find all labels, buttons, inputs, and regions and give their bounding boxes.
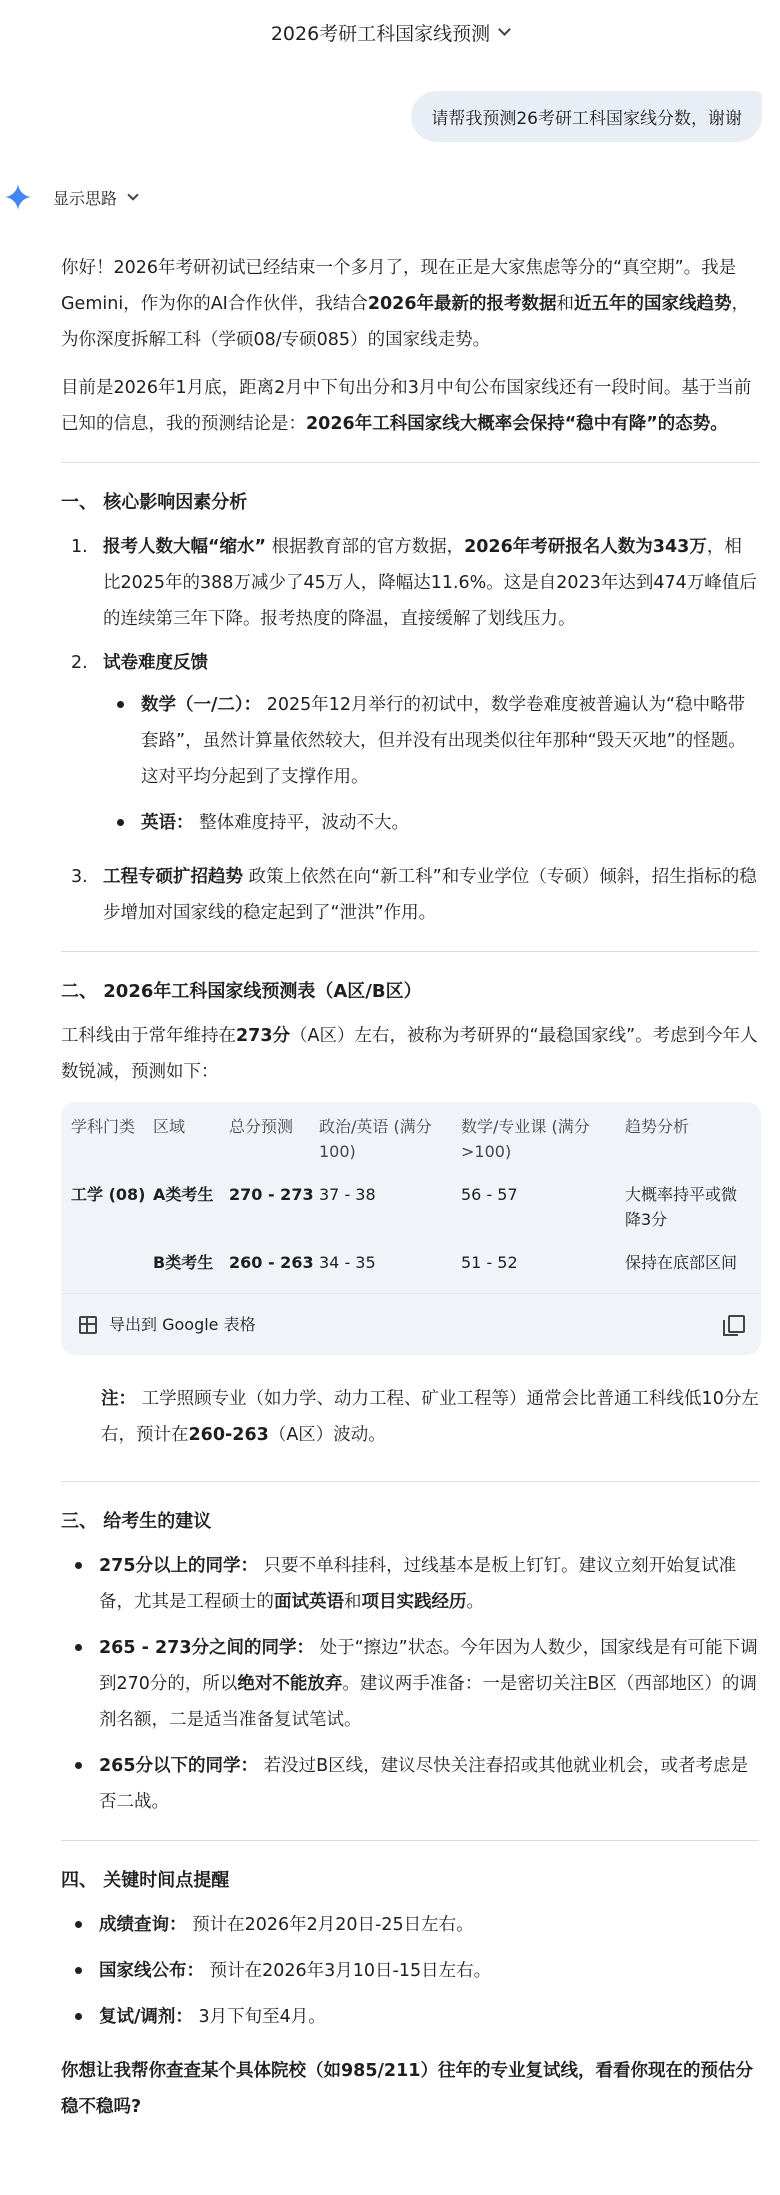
table-cell: 工学 (08) [71, 1185, 146, 1204]
list-number: 1. [71, 537, 88, 557]
bullet-item [61, 1999, 759, 2035]
text: 若没过B区线，建议尽快关注春招或其他就业机会，或者考虑是否二战。 [99, 1756, 749, 1812]
table-header-row [71, 1110, 751, 1176]
column-header: 总分预测 [229, 1117, 294, 1136]
divider [61, 1481, 759, 1482]
text: 。建议两手准备：一是密切关注B区（西部地区）的调剂名额，二是适当准备复试笔试。 [99, 1674, 757, 1730]
column-header: 学科门类 [71, 1117, 136, 1136]
text: 你好！2026年考研初试已经结束一个多月了，现在正是大家焦虑等分的“真空期”。我是Gemini，作为你的AI合作伙伴，我结合 [61, 258, 737, 314]
text: 工科线由于常年维持在 [61, 1026, 236, 1046]
table-intro [61, 1018, 759, 1090]
bullet-dot [61, 1630, 99, 1738]
section-heading: 二、 2026年工科国家线预测表（A区/B区） [61, 981, 422, 1002]
bullet-dot [103, 687, 141, 795]
text: 。 [466, 1592, 484, 1612]
bold-text: 近五年的国家线趋势 [574, 294, 732, 314]
table-cell [71, 1244, 153, 1287]
conversation-title-bar[interactable] [0, 0, 780, 64]
section-heading: 一、 核心影响因素分析 [61, 492, 248, 513]
table-cell: B类考生 [153, 1253, 214, 1272]
text: （A区）波动。 [268, 1425, 386, 1445]
bullet-label: 265 - 273分之间的同学： [99, 1638, 315, 1658]
table-cell: 保持在底部区间 [625, 1253, 738, 1272]
bullet-item [61, 1548, 759, 1620]
copy-icon[interactable] [723, 1315, 743, 1335]
gemini-sparkle-icon [5, 184, 31, 210]
text: ，相比2025年的388万减少了45万人，降幅达11.6%。这是自2023年达到474万峰值后的连续第三年下降。报考热度的降温，直接缓解了划线压力。 [103, 537, 757, 629]
item-title: 试卷难度反馈 [103, 653, 208, 673]
prediction-table-card [61, 1102, 761, 1355]
text: 预计在2026年2月20日-25日左右。 [186, 1915, 474, 1935]
chevron-down-icon[interactable] [498, 23, 511, 36]
bullet-label: 复试/调剂： [99, 2007, 193, 2027]
conversation-title: 2026考研工科国家线预测 [270, 22, 491, 45]
bold-text: 2026年最新的报考数据 [367, 294, 557, 314]
text: 2025年12月举行的初试中，数学卷难度被普遍认为“稳中略带套路”，虽然计算量依然较大，但并没有出现类似往年那种“毁天灭地”的怪题。这对平均分起到了支撑作用。 [141, 695, 746, 787]
text: 工学照顾专业（如力学、动力工程、矿业工程等）通常会比普通工科线低10分左右，预计在 [101, 1389, 759, 1445]
export-label: 导出到 Google 表格 [109, 1314, 256, 1334]
note-label: 注： [101, 1389, 136, 1409]
table-cell: 大概率持平或微降3分 [625, 1185, 738, 1229]
assistant-response [61, 250, 759, 2125]
text: 只要不单科挂科，过线基本是板上钉钉。建议立刻开始复试准备，尤其是工程硕士的 [99, 1556, 737, 1612]
user-message-bubble [411, 91, 762, 142]
text: 政策上依然在向“新工科”和专业学位（专硕）倾斜，招生指标的稳步增加对国家线的稳定起到了“泄洪”作用。 [103, 867, 757, 923]
bullet-item [61, 1907, 759, 1943]
column-header: 区域 [153, 1117, 186, 1136]
bullet-item [61, 1953, 759, 1989]
show-thoughts-toggle[interactable] [53, 186, 137, 209]
table-cell: A类考生 [153, 1185, 214, 1204]
item-title: 报考人数大幅“缩水” [103, 537, 267, 557]
bullet-dot [61, 1907, 99, 1943]
divider [61, 951, 759, 952]
table-actions [61, 1293, 761, 1355]
table-row [71, 1176, 751, 1244]
list-number: 2. [71, 653, 88, 673]
bullet-item [61, 1630, 759, 1738]
list-number: 3. [71, 867, 88, 887]
bullet-item [61, 1748, 759, 1820]
bullet-label: 数学（一/二）： [141, 695, 262, 715]
bullet-dot [61, 1748, 99, 1820]
divider [61, 1840, 759, 1841]
table-icon [79, 1316, 97, 1334]
text: 预计在2026年3月10日-15日左右。 [204, 1961, 492, 1981]
text: 和 [344, 1592, 362, 1612]
bullet-dot [61, 1548, 99, 1620]
show-thoughts-label: 显示思路 [53, 189, 118, 208]
text: 处于“擦边”状态。今年因为人数少，国家线是有可能下调到270分的，所以 [99, 1638, 758, 1694]
list-item [71, 529, 759, 637]
table-cell: 37 - 38 [319, 1185, 376, 1204]
text: 3月下旬至4月。 [192, 2007, 326, 2027]
bold-text: 面试英语 [274, 1592, 344, 1612]
text: 整体难度持平，波动不大。 [193, 813, 410, 833]
bullet-dot [103, 805, 141, 841]
user-message-text: 请帮我预测26考研工科国家线分数，谢谢 [431, 109, 742, 129]
text: ，为你深度拆解工科（学硕08/专硕085）的国家线走势。 [61, 294, 750, 350]
bold-text: 项目实践经历 [361, 1592, 467, 1612]
bullet-dot [61, 1999, 99, 2035]
bullet-label: 英语： [141, 813, 194, 833]
list-item [71, 645, 759, 851]
table-note [61, 1355, 759, 1461]
table-cell: 34 - 35 [319, 1253, 376, 1272]
item-title: 工程专硕扩招趋势 [103, 867, 243, 887]
chevron-down-icon [127, 189, 138, 200]
bullet-dot [61, 1953, 99, 1989]
table-row [71, 1244, 751, 1287]
text: 和 [556, 294, 575, 314]
table-cell: 260 - 263 [229, 1253, 314, 1272]
section-heading: 三、 给考生的建议 [61, 1511, 212, 1532]
section-heading: 四、 关键时间点提醒 [61, 1870, 230, 1891]
closing-question: 你想让我帮你查查某个具体院校（如985/211）往年的专业复试线，看看你现在的预估分稳不稳吗? [61, 2061, 753, 2117]
column-header: 趋势分析 [625, 1117, 690, 1136]
table-cell: 270 - 273 [229, 1185, 314, 1204]
prediction-table [71, 1110, 751, 1287]
bold-text: 2026年工科国家线大概率会保持“稳中有降”的态势。 [306, 414, 728, 434]
bullet-label: 265分以下的同学： [99, 1756, 259, 1776]
table-cell: 56 - 57 [461, 1185, 518, 1204]
factor-list [71, 529, 759, 931]
text: （A区）左右，被称为考研界的“最稳国家线”。考虑到今年人数锐减，预测如下： [61, 1026, 758, 1082]
bullet-label: 成绩查询： [99, 1915, 187, 1935]
bullet-item [103, 687, 759, 795]
bold-text: 273分 [236, 1026, 291, 1046]
bullet-label: 国家线公布： [99, 1961, 204, 1981]
table-cell: 51 - 52 [461, 1253, 518, 1272]
divider [61, 462, 759, 463]
export-to-sheets-button[interactable] [79, 1307, 256, 1343]
column-header: 政治/英语 (满分100) [319, 1117, 432, 1161]
bold-text: 260-263 [188, 1425, 269, 1445]
bullet-item [103, 805, 759, 841]
column-header: 数学/专业课 (满分>100) [461, 1117, 590, 1161]
text: 目前是2026年1月底，距离2月中下旬出分和3月中旬公布国家线还有一段时间。基于当前已知的信息，我的预测结论是： [61, 378, 752, 434]
intro-paragraph [61, 250, 759, 358]
bold-text: 绝对不能放弃 [237, 1674, 343, 1694]
bold-text: 2026年考研报名人数为343万 [464, 537, 707, 557]
bullet-label: 275分以上的同学： [99, 1556, 259, 1576]
text: 根据教育部的官方数据， [266, 537, 465, 557]
conclusion-paragraph [61, 370, 759, 442]
list-item [71, 859, 759, 931]
